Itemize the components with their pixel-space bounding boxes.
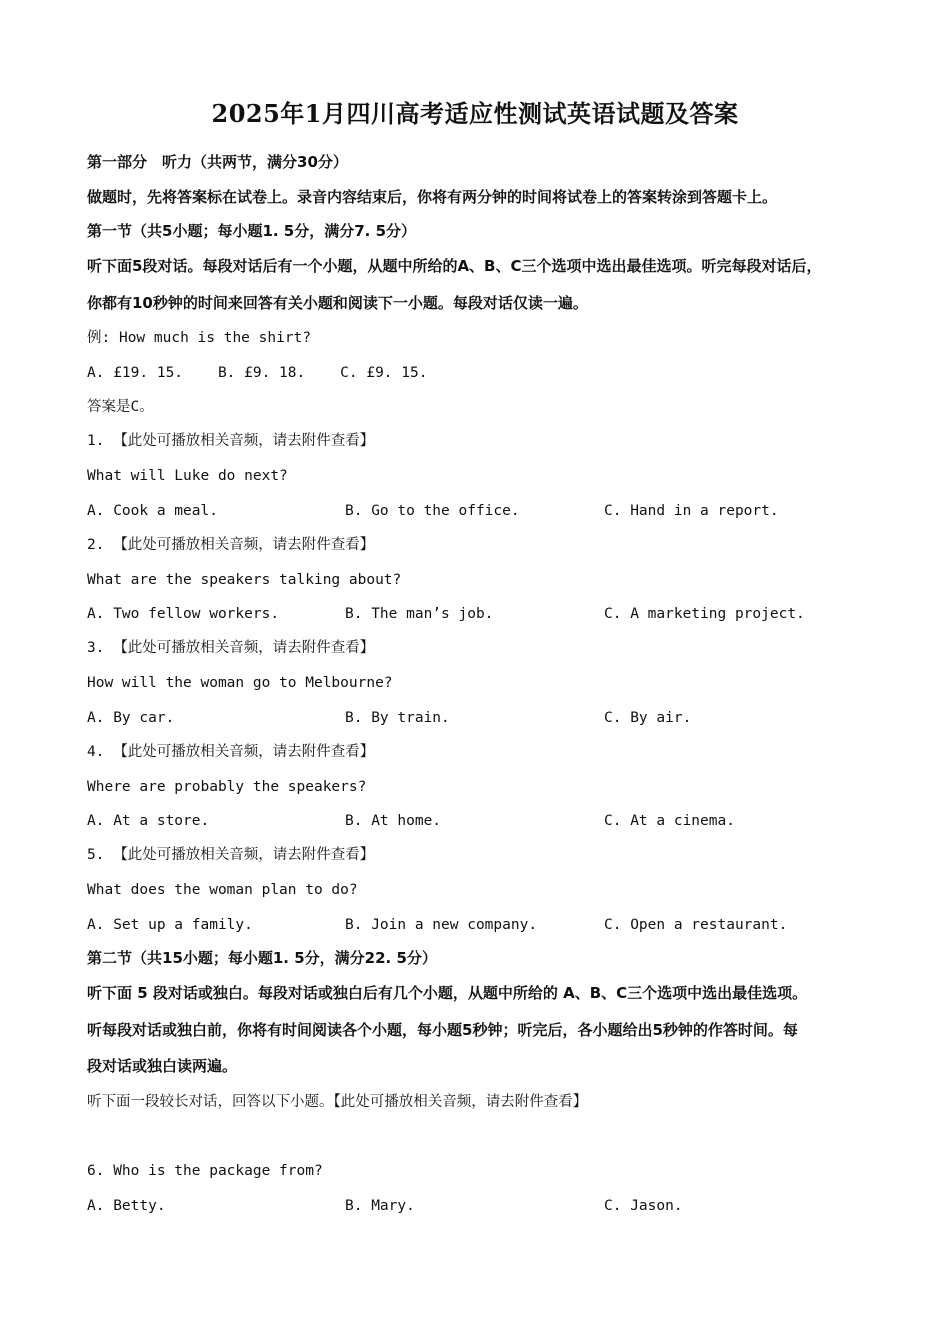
example-answer: 答案是C。 (87, 399, 154, 415)
part1-heading: 第一部分 听力（共两节，满分30分） (87, 153, 348, 171)
page-title: 2025年1月四川高考适应性测试英语试题及答案 (211, 99, 739, 128)
question-3-text: How will the woman go to Melbourne? (87, 675, 393, 691)
example-question: 例: How much is the shirt? (87, 330, 312, 346)
question-2-option-a: A. Two fellow workers. (87, 606, 280, 622)
section2-lead: 听下面一段较长对话，回答以下小题。【此处可播放相关音频，请去附件查看】 (87, 1094, 588, 1110)
question-2-text: What are the speakers talking about? (87, 572, 402, 588)
question-3-option-b: B. By train. (345, 710, 450, 726)
question-6-option-c: C. Jason. (604, 1198, 683, 1214)
question-2-label: 2. 【此处可播放相关音频，请去附件查看】 (87, 537, 375, 553)
section2-instruction-line3: 段对话或独白读两遍。 (87, 1057, 238, 1075)
question-5-label: 5. 【此处可播放相关音频，请去附件查看】 (87, 847, 375, 863)
section1-heading: 第一节（共5小题；每小题1. 5分，满分7. 5分） (87, 222, 417, 240)
question-1-option-a: A. Cook a meal. (87, 503, 218, 519)
question-1-option-c: C. Hand in a report. (604, 503, 779, 519)
section1-instruction-line2: 你都有10秒钟的时间来回答有关小题和阅读下一小题。每段对话仅读一遍。 (87, 294, 588, 312)
question-4-option-b: B. At home. (345, 813, 442, 829)
section2-instruction-line1: 听下面 5 段对话或独白。每段对话或独白后有几个小题，从题中所给的 A、B、C三个选项中选出最佳选项。 (87, 984, 808, 1002)
question-6-text: 6. Who is the package from? (87, 1163, 323, 1179)
question-4-text: Where are probably the speakers? (87, 779, 367, 795)
question-4-option-a: A. At a store. (87, 813, 210, 829)
question-4-label: 4. 【此处可播放相关音频，请去附件查看】 (87, 744, 375, 760)
question-1-label: 1. 【此处可播放相关音频，请去附件查看】 (87, 433, 375, 449)
question-2-option-c: C. A marketing project. (604, 606, 805, 622)
part1-instruction: 做题时，先将答案标在试卷上。录音内容结束后，你将有两分钟的时间将试卷上的答案转涂到答题卡上。 (87, 188, 778, 206)
question-6-option-a: A. Betty. (87, 1198, 166, 1214)
section2-heading: 第二节（共15小题；每小题1. 5分，满分22. 5分） (87, 949, 437, 967)
question-2-option-b: B. The man’s job. (345, 606, 494, 622)
question-5-option-b: B. Join a new company. (345, 917, 538, 933)
question-6-option-b: B. Mary. (345, 1198, 415, 1214)
section1-instruction-line1: 听下面5段对话。每段对话后有一个小题，从题中所给的A、B、C三个选项中选出最佳选项。听完每段对话后， (87, 257, 822, 275)
question-3-option-a: A. By car. (87, 710, 175, 726)
question-5-option-c: C. Open a restaurant. (604, 917, 788, 933)
example-options: A. £19. 15. B. £9. 18. C. £9. 15. (87, 365, 428, 381)
question-4-option-c: C. At a cinema. (604, 813, 735, 829)
question-5-text: What does the woman plan to do? (87, 882, 358, 898)
question-1-option-b: B. Go to the office. (345, 503, 520, 519)
question-3-option-c: C. By air. (604, 710, 692, 726)
section2-instruction-line2: 听每段对话或独白前，你将有时间阅读各个小题，每小题5秒钟；听完后，各小题给出5秒钟的作答时间。每 (87, 1021, 798, 1039)
question-3-label: 3. 【此处可播放相关音频，请去附件查看】 (87, 640, 375, 656)
question-1-text: What will Luke do next? (87, 468, 288, 484)
question-5-option-a: A. Set up a family. (87, 917, 253, 933)
